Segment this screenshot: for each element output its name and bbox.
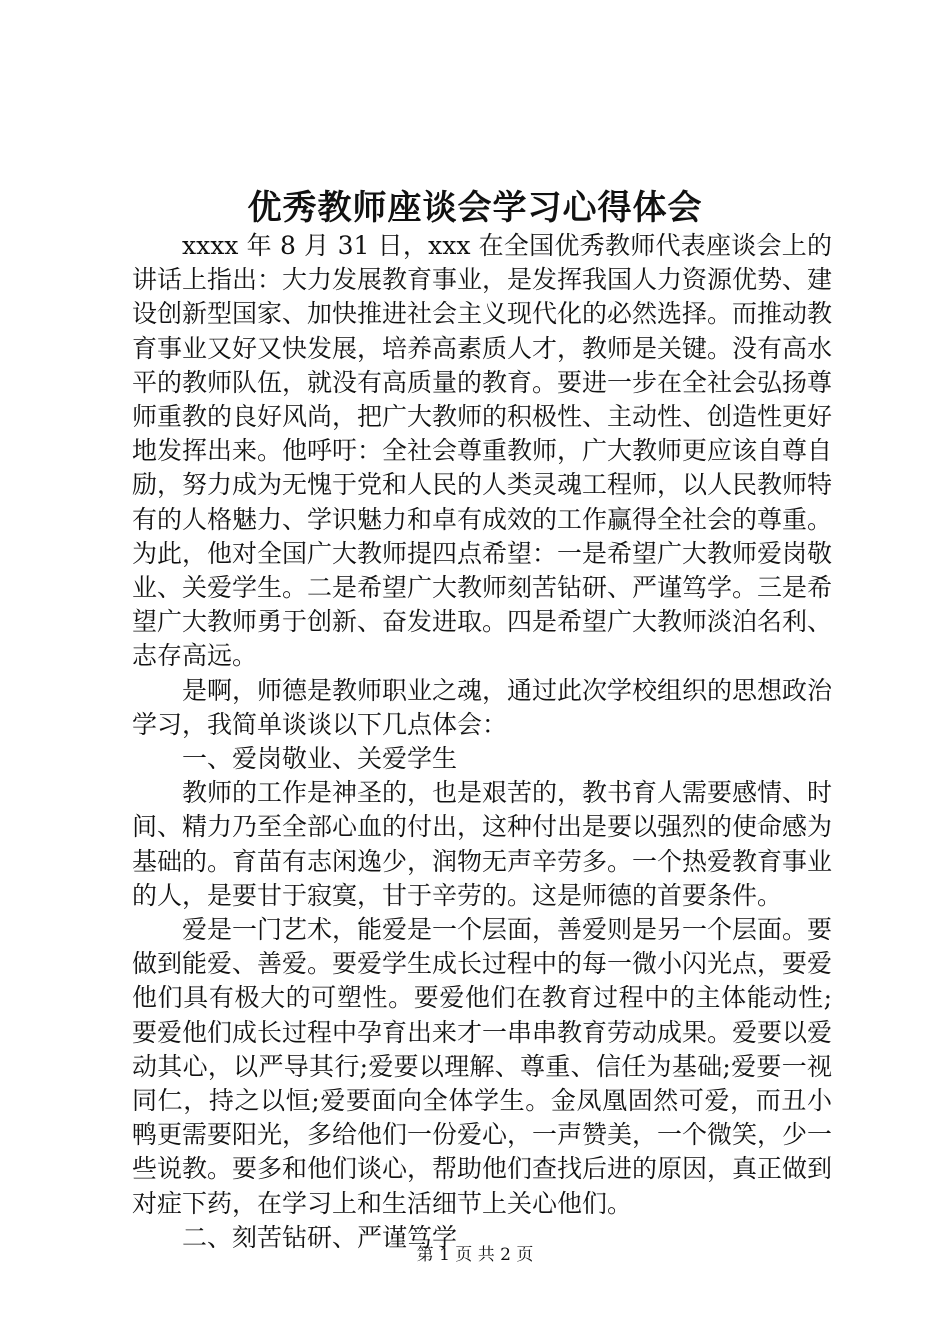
paragraph-reflection-lead: 是啊，师德是教师职业之魂，通过此次学校组织的思想政治学习，我简单谈谈以下几点体会： (132, 675, 833, 739)
section-heading-1: 一、爱岗敬业、关爱学生 (182, 744, 458, 774)
paragraph-teacher-work: 教师的工作是神圣的，也是艰苦的，教书育人需要感情、时间、精力乃至全部心血的付出，这种付出是要以强烈的使命感为基础的。育苗有志闲逸少，润物无声辛劳多。一个热爱教育事业的人，是要甘于寂寞，甘于辛劳的。这是师德的首要条件。 (132, 778, 833, 910)
document-body (132, 229, 832, 1255)
document-title: 优秀教师座谈会学习心得体会 (247, 188, 703, 228)
paragraph-intro: xxxx 年 8 月 31 日，xxx 在全国优秀教师代表座谈会上的讲话上指出：大力发展教育事业，是发挥我国人力资源优势、建设创新型国家、加快推进社会主义现代化的必然选择。而推动教育事业又好又快发展，培养高素质人才，教师是关键。没有高水平的教师队伍，就没有高质量的教育。要进一步在全社会弘扬尊师重教的良好风尚，把广大教师的积极性、主动性、创造性更好地发挥出来。他呼吁：全社会尊重教师，广大教师更应该自尊自励，努力成为无愧于党和人民的人类灵魂工程师，以人民教师特有的人格魅力、学识魅力和卓有成效的工作赢得全社会的尊重。为此，他对全国广大教师提四点希望：一是希望广大教师爱岗敬业、关爱学生。二是希望广大教师刻苦钻研、严谨笃学。三是希望广大教师勇于创新、奋发进取。四是希望广大教师淡泊名利、志存高远。 (132, 231, 833, 671)
page-footer: 第 1 页 共 2 页 (416, 1245, 534, 1265)
paragraph-love-art: 爱是一门艺术，能爱是一个层面，善爱则是另一个层面。要做到能爱、善爱。要爱学生成长过程中的每一微小闪光点，要爱他们具有极大的可塑性。要爱他们在教育过程中的主体能动性;要爱他们成长过程中孕育出来才一串串教育劳动成果。爱要以爱动其心，以严导其行;爱要以理解、尊重、信任为基础;爱要一视同仁，持之以恒;爱要面向全体学生。金凤凰固然可爱，而丑小鸭更需要阳光，多给他们一份爱心，一声赞美，一个微笑，少一些说教。要多和他们谈心，帮助他们查找后进的原因，真正做到对症下药，在学习上和生活细节上关心他们。 (132, 915, 833, 1218)
section-heading-2: 二、刻苦钻研、严谨笃学 (182, 1222, 458, 1252)
